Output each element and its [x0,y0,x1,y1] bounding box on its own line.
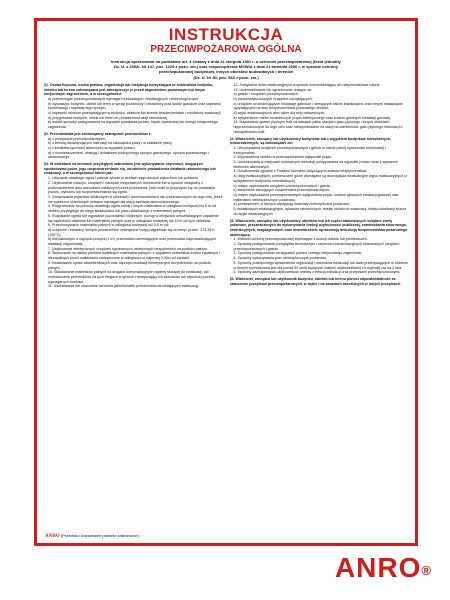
footer-brand: ANRO [45,534,60,539]
section-item: 14. Napełnianie gazem płynnym butli na stacjach paliw, stacjach gazu płynnego i innych obiektach nieprzeznaczonych do tego celu oraz niewymieszanie na stacji na odmienność gazu płynnego informacji o nienapełnianiu butli. [233,120,403,134]
anro-logo [335,553,432,583]
section-item: a) gaśnic i urządzeń przeciwpożarowych, [233,92,300,97]
section-item: 6. Przechowywanie materiałów palnych w odległości mniejszej niż 0,5 m od: [48,223,169,228]
section-item: 4. Rozgrzewanie za pomocą otwartego ognia smoły i innych materiałów w odległości mniejszej niż 5 m od obiektu przyległego do niego składowiska lub placu składowego z materiałami palnymi. [48,204,216,214]
section-item: 6. Sposoby zaznajamiania użytkowników obiektu z treścią instrukcji oraz przepisami przeciwpożarowymi. [233,270,401,275]
left-column [44,83,223,531]
section-heading: §2. Przeciwdziała jest zobowiązany zaznajomić pracowników z: [44,131,152,136]
section-item: 1. Warunki ochrony przeciwpożarowej wynikające z funkcji obiektu lub pomieszczeń. [233,237,368,242]
section [44,132,223,160]
section-item: 3. Garażowanie pojazdów silnikowych w obiektach i pomieszczeniach nie przeznaczonych do tego celu, jeżeli nie spełniono określonych prawem wymagań dla stacji zasilania akumulatorowego. [48,194,223,204]
section [230,277,409,286]
intro-line: (Dz. U. Nr 80, poz. 563 z późn. zm.) [193,74,259,80]
intro-line: przeciwpożarowej budynków, innych obiektów budowlanych i terenów [159,69,293,75]
section-item: b) miejsc usytuowania urządzeń przeciwpożarowych i gaśnic, [233,183,332,188]
section-item: b) przeciwwybuchowych urządzeń odciążających, [233,96,313,101]
section-item: 3. Sposoby postępowania na wypadek pożaru i innego miejscowego zagrożenia. [233,251,362,256]
section [230,219,409,275]
section-item: f) dodatkowych ewakuacyjnych, rękawów ratowniczych, miejsc zbiórki do ewakuacji, miejsc lokalizacji klucza do wyjść ewakuacyjnych. [233,207,407,216]
section-item: c) elementów sterujących urządzeniami przeciwpożarowymi, [233,188,330,193]
section-item: 8. Stosowanie na osłony punktów świetlnych materiałów palnych, z wyjątkiem materiałów trudno zapalnych i niezapalnych przed zasłaniania umieszczone w odległości co najmniej 0,05m od żarówki. [48,251,220,261]
section-item: 1. Utrzymywania urządzeń przeciwpożarowych i gaśnic w stanie pełnej sprawności technicznej i funkcjonalnej. [233,145,386,155]
section-heading: §3. W obiektach na terenach przyległych zabronione jest wykonywanie czynności, mogących spowodować pożar, jego rozprzestrzenianie się, utrudnienie prowadzenia działania ratowniczego lub ewakuacji, a w szczególności takich jak: [44,162,216,176]
section [44,162,223,289]
section-item: a) z przepisami przeciwpożarowymi, [48,136,106,141]
section-item: a) przestrzegać przeciwpożarowych wymagań budowlanych, instalacyjnych i technologicznych, [48,96,200,101]
section-item: 5. Sposoby praktycznego sprawdzenia organizacji i warunków ewakuacji lub osób przebywających w obiekcie w którym przewidziana jest dla ponad 50 osób będących stałymi użytkownikami) co najmniej raz na 2 lata. [233,260,408,270]
sign-columns [44,83,408,531]
section-heading: §1. Osoba fizyczna, osoba prawna, organizacja lub instytucja korzystająca ze środowiska budynku, obiektu lub terenu zobowiązana jest zabezpieczyć je przed zagrożeniem pożarowym lub innym miejscowym zagrożeniem, a w szczególności: [44,82,214,97]
section-item: b) linii kablowych o napięciu powyżej 1 kV, przewodów uziemiających oraz przewodów odprowadzających instalacji odgromowej, [48,237,217,247]
section-item: 12. Zamykanie drzwi ewakuacyjnych w sposób uniemożliwiający ich natychmiastowe użycie. [233,82,381,87]
section-item: 9. Instalowanie opraw oświetleniowych oraz osprzętu instalacji elektrycznych bezpośrednio na podłożu palnym. [48,260,212,270]
section-heading: §4. Właściciele, zarządcy lub użytkownicy budynków lub z wyjątkiem budynków mieszkalnych, jednorodzinnych, są zobowiązani do: [229,136,392,146]
section-item: d) z rozmieszczeniem, obsługą i działaniem podręcznego sprzętu gaśniczego, sprzętu pożarniczego i ratowniczego. [48,150,210,160]
section-item: 2. Sposoby postępowania przeglądów technicznym i czynności konserwacyjnych stosowanych urządzeń przeciwpożarowych i gaśnic. [233,242,400,251]
section-item: b) z treścią obowiązujących instrukcji na stanowisku pracy i w zakładzie pracy, [48,141,173,146]
right-column [230,83,409,531]
section [44,83,223,130]
sign-title: INSTRUKCJA [168,25,284,44]
section-item: a) urządzeń i instalacji, których powierzchnie zewnętrzne mogą nagrzewać się do temp. przekr. 373,15 K (100°C), [48,227,215,237]
section-item: d) przygotować budynek, obiekt lub teren do prowadzenia akcji ratowniczej, [48,115,169,120]
legal-basis-intro [44,59,408,80]
section-item: e) wyłączników i tablic rozdzielczych prądu elektrycznego oraz kurków głównych instalacji gazowej. [233,115,392,120]
registered-mark: ® [421,563,432,578]
instruction-sign [34,18,418,546]
section-item: 13. Uniemożliwianie lub ograniczanie dostępu do: [233,87,313,92]
section [230,83,409,135]
section-item: e) pomieszczeń, w których występują materiały niebezpieczne pożarowo, [233,202,350,207]
section-item: 4. Sposoby wykonywania prac niebezpiecznych pożarowo. [233,256,327,261]
sign-subtitle: PRZECIWPOŻAROWA OGÓLNA [150,44,302,55]
intro-line: Dz. U. z 2002r. Nr 147, poz. 1229 z późn. zm.) oraz rozporządzenia MSWiA z dnia 21 kwietnia 2006 r. w sprawie ochrony [114,64,338,70]
section-item: b) wyposażyć budynek, obiekt lub teren w sprzęt pożarniczy i ratowniczy oraz środki gaśnicze oraz zapewnić konserwację i naprawę tego sprzętu, [48,101,221,111]
section-item: 7. Użytkowanie elektrycznych urządzeń ogrzewczych ustawionych bezpośrednio na podłożu palnym. [48,246,209,251]
section-item: e) ustalić sposoby postępowania na wypadek powstania pożaru, klęski żywiołowej lub innego miejscowego zagrożenia. [48,120,218,130]
section-item: 5. Rozpalanie ognisk lub wypalanie pozostałości roślinnych, pożogi w miejscach umożliwiających zapalenie się sąsiednich obiektów lub materiałów palnych oraz w odległości mniejszej niż 10 m od tych obiektów. [48,213,219,223]
section-item: 2. Wyposażenia obiektu w przeciwpożarowe wyłączniki prądu. [233,155,333,160]
footer-note: (Przedruk i kopiowanie prawnie zabronione) [60,533,139,538]
section-item: 11. Uszkadzanie lub niszczenie schodów jakichkolwiek przedmiotów utrudniających ewakuację. [48,284,200,289]
section-item: 1. Używanie otwartego ognia i palenie tytoniu w strefach zagrożonych wybuchem lub pożarem. [48,176,199,181]
section-item: 10. Składowanie materiałów palnych na drogach komunikacyjnych ogólnej służącej do ewakuacji, lub umieszczania przedmiotów na tych drogach w sposób zmniejszający ich szerokość lub wysokość poniżej wymaganych wartości. [48,270,215,284]
sign-footer [45,533,139,539]
section-heading: §6. Właściciel, zarządca lub użytkownik budynku, obiektu lub terenu ponosi odpowiedzialność za naruszenie przepisów przeciwpożarowych, w trybie i na zasadach określonych w innych przepisach. [229,276,402,286]
intro-line: Instrukcja opracowana na podstawie art. 4 Ustawy z dnia 21 sierpnia 1991 r. o ochronie przeciwpożarowej (tekst jednolity [111,59,341,64]
section-item: 3. Umieszczania w miejscach widocznych instrukcji postępowania na wypadek pożaru wraz z wykazem telefonów alarmowych. [233,160,398,169]
section-item: d) miejsc usytuowania przeciwpożarowych wyłączników prądu, kurków głównych instalacji gazowej oraz materiałów niebezpiecznych pożarowo, [233,192,399,202]
section-item: c) zapewnić osobom przebywającym w budynku, obiekcie lub terenie bezpieczeństwo i możliwość ewakuacji, [48,111,222,116]
section-item: a) dróg ewakuacyjnych, pomieszczeń gdzie wymagane są dwa wyjścia ewakuacyjne wyjść ewakuacyjnych (z wyłączeniem budynków mieszkalnych), [233,174,408,183]
section-item: 4. Oznakowania zgodnie z Polskimi Normami dotyczącymi znaków bezpieczeństwa: [233,169,368,174]
brand-name: ANRO [334,552,422,583]
section-item: d) wyjść ewakuacyjnych albo okien dla ekip ratowniczych, [233,111,326,116]
section-item: c) urządzeń uruchamiających instalacje gaśnicze i sterujących takimi instalacjami, oraz innymi instalacjami wpływającymi na stan bezpieczeństwa pożarowego obiektu, [233,101,403,111]
section [230,137,409,217]
section-item: c) z środkami łączności alarmowej na wypadek pożaru, [48,145,136,150]
section-item: 2. Użytkowanie maszyn, urządzeń i narzędzi niesprawnych technicznie lub w sposób niezgodny z przeznaczeniem albo warunkami ustalonymi przez producenta, jeśli może to przyczynić się do powstania pożaru, wybuchu lub rozprzestrzeniania się ognia. [48,180,215,195]
section-heading: §5. Właściciele, zarządcy lub użytkownicy obiektów lub ich części stanowiących odrębne strefy pożarowe, przeznaczonych do wykonywania funkcji użyteczności publicznej, zamieszkania zbiorowego, produkcyjnych, magazynowych oraz inwentarskich, opracowują instrukcję bezpieczeństwa pożarowego zawierającą: [229,218,408,237]
